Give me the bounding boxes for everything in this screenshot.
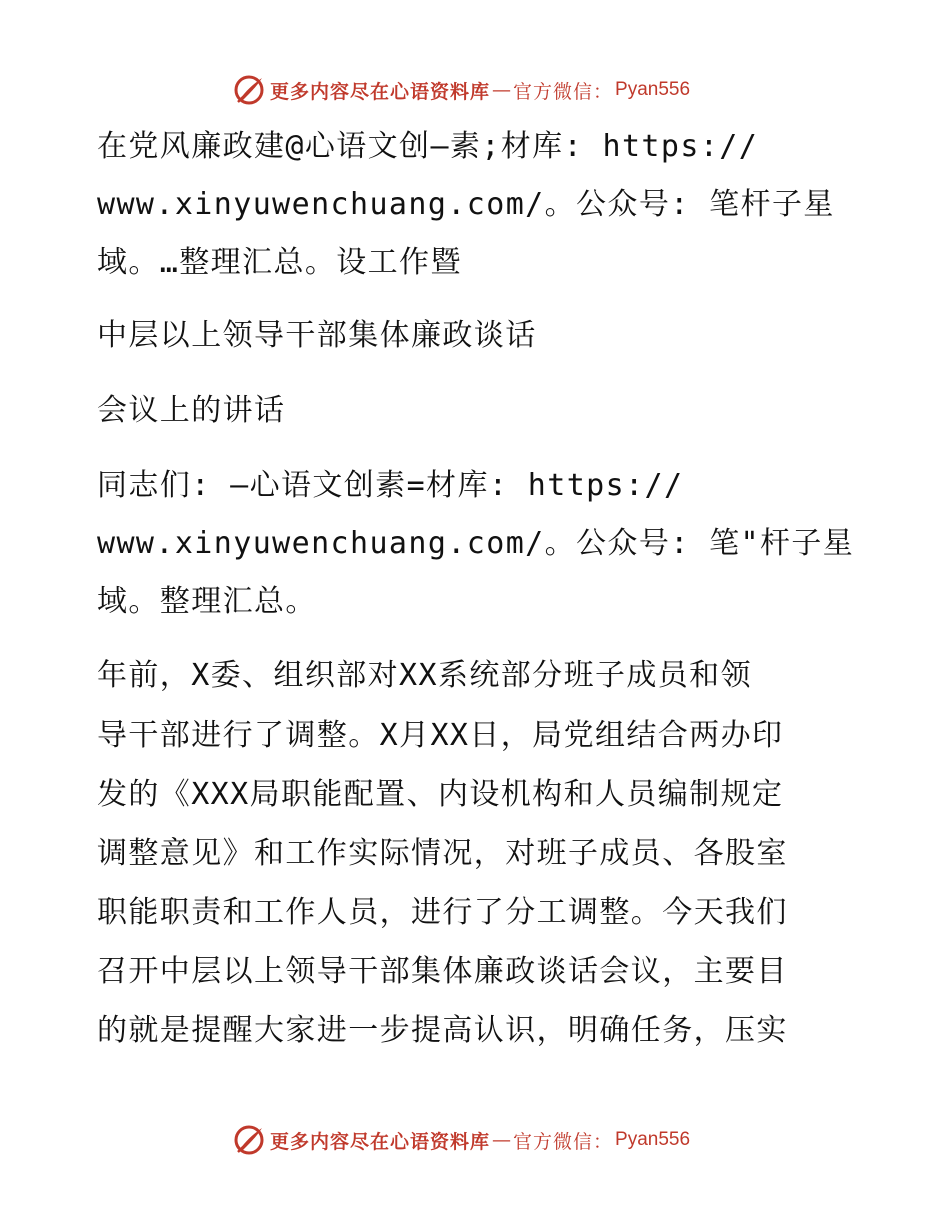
- quill-pen-logo-icon: [232, 73, 266, 107]
- text-line: www.xinyuwenchuang.com/。公众号: 笔杆子星: [97, 187, 835, 222]
- banner-separator: —: [492, 79, 512, 101]
- text-line: 在党风廉政建@心语文创—素;材库: https://: [97, 129, 759, 164]
- document-title-line: 中层以上领导干部集体廉政谈话: [97, 318, 537, 353]
- text-line: 同志们: —心语文创素=材库: https://: [97, 468, 684, 503]
- text-line: 调整意见》和工作实际情况，对班子成员、各股室: [97, 836, 788, 871]
- text-line: 发的《XXX局职能配置、内设机构和人员编制规定: [97, 777, 784, 812]
- text-line: 职能职责和工作人员，进行了分工调整。今天我们: [97, 895, 788, 930]
- banner-main-text: 更多内容尽在心语资料库: [270, 80, 491, 103]
- header-watermark-banner: [232, 70, 690, 110]
- text-line: 召开中层以上领导干部集体廉政谈话会议，主要目: [97, 954, 788, 989]
- text-line: 导干部进行了调整。X月XX日，局党组结合两办印: [97, 718, 784, 753]
- quill-pen-logo-icon: [232, 1123, 266, 1157]
- banner-wechat-id: Pyan556: [615, 79, 691, 100]
- text-line: 的就是提醒大家进一步提高认识，明确任务，压实: [97, 1013, 788, 1048]
- document-title-line: 会议上的讲话: [97, 393, 286, 428]
- text-line: 域。整理汇总。: [97, 584, 317, 619]
- banner-wechat-id: Pyan556: [615, 1129, 691, 1150]
- footer-watermark-banner: [232, 1120, 690, 1160]
- text-line: www.xinyuwenchuang.com/。公众号: 笔"杆子星: [97, 526, 855, 561]
- banner-wechat-label: 官方微信：: [513, 1130, 614, 1153]
- text-line: 域。…整理汇总。设工作暨: [97, 245, 462, 280]
- banner-wechat-label: 官方微信：: [513, 80, 614, 103]
- text-line: 年前，X委、组织部对XX系统部分班子成员和领: [97, 658, 752, 693]
- banner-separator: —: [492, 1129, 512, 1151]
- banner-main-text: 更多内容尽在心语资料库: [270, 1130, 491, 1153]
